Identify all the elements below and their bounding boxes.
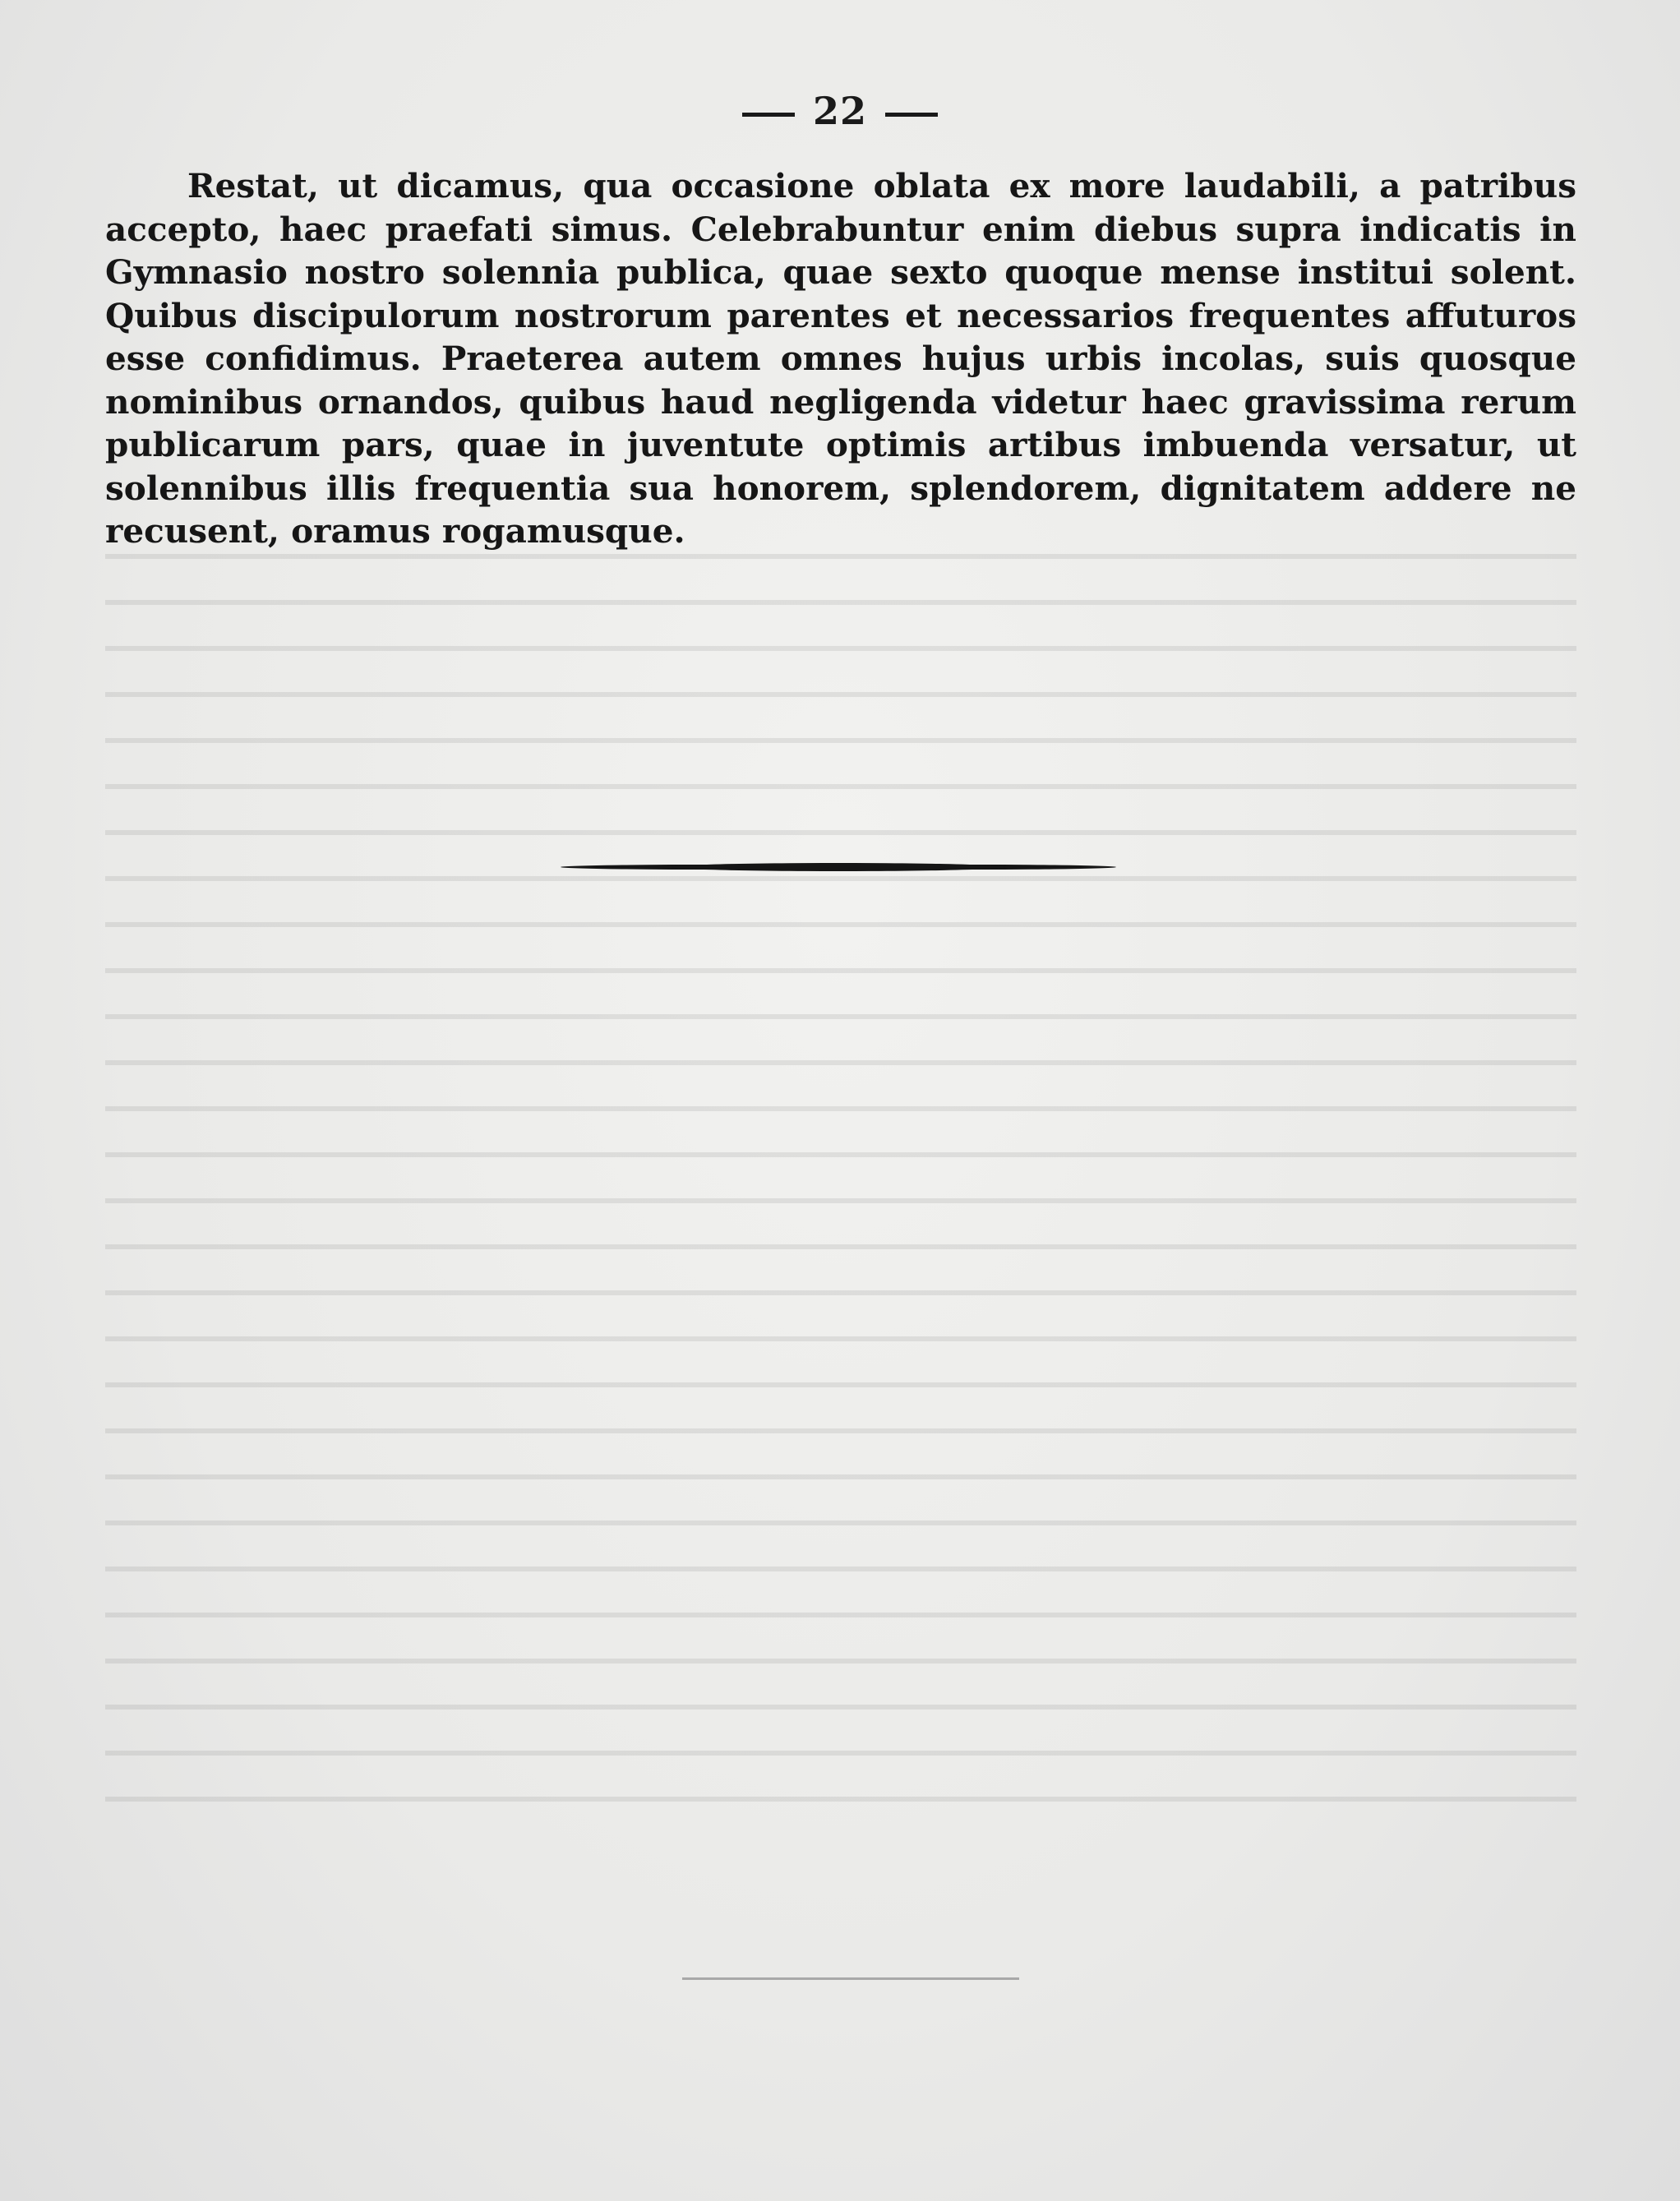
show-through-shadow bbox=[105, 526, 1576, 1808]
page-number-header bbox=[0, 89, 1680, 133]
closing-paragraph: Restat, ut dicamus, qua occasione oblata ex more laudabili, a patribus accepto, haec praefati simus. Celebrabuntur enim diebus supra indicatis in Gymnasio nostro solennia publica, quae sexto quoque mense institui solent. Quibus discipulorum nostrorum parentes et necessarios frequentes affuturos esse confidimus. Praeterea autem omnes hujus urbis incolas, suis quosque nominibus ornandos, quibus haud negligenda videtur haec gravissima rerum publicarum pars, quae in juventute optimis artibus imbuenda versatur, ut solennibus illis frequentia sua honorem, splendorem, dignitatem addere ne recusent, oramus rogamusque. bbox=[105, 166, 1576, 551]
footnote-divider-rule bbox=[682, 1977, 1019, 1980]
left-dash bbox=[742, 113, 795, 117]
right-dash bbox=[885, 113, 938, 117]
section-divider-rule bbox=[561, 865, 1116, 870]
page-number: 22 bbox=[812, 89, 867, 133]
